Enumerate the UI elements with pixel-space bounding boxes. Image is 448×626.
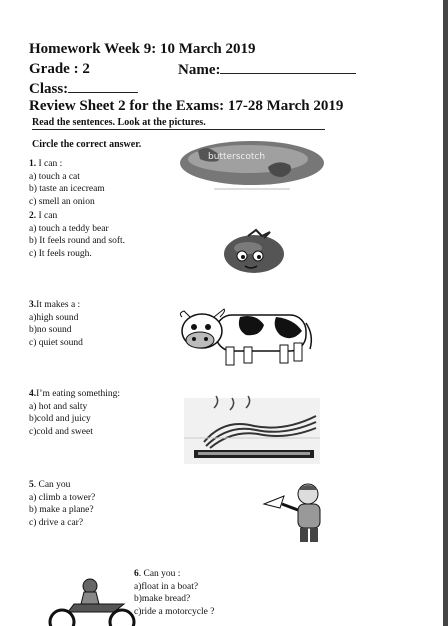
name-label: Name: <box>178 62 221 78</box>
question-number: 2. <box>29 211 37 221</box>
option-a[interactable]: a) touch a cat <box>29 171 80 182</box>
option-b[interactable]: b)make bread? <box>134 594 191 604</box>
question-number: 4. <box>29 389 37 399</box>
question-stem: I can <box>36 211 58 221</box>
question-5 <box>29 479 95 529</box>
question-number: 3. <box>29 300 37 310</box>
question-number: 5 <box>29 480 34 490</box>
class-blank-line[interactable] <box>68 80 138 93</box>
review-heading: Review Sheet 2 for the Exams: 17-28 March 2019 <box>29 98 344 114</box>
question-3 <box>29 299 83 349</box>
class-field[interactable] <box>29 80 138 98</box>
page-edge <box>443 0 448 626</box>
option-c[interactable]: c) quiet sound <box>29 337 83 348</box>
motorcycle-rider-picture <box>44 578 138 626</box>
option-c[interactable]: c) drive a car? <box>29 517 84 528</box>
question-2 <box>29 210 125 260</box>
option-c[interactable]: c)cold and sweet <box>29 426 93 437</box>
option-b[interactable]: b) taste an icecream <box>29 184 105 194</box>
question-stem: I’m eating something: <box>36 389 121 399</box>
question-4 <box>29 388 120 438</box>
name-blank-line[interactable] <box>220 61 356 74</box>
option-b[interactable]: b) It feels round and soft. <box>29 236 126 246</box>
question-number: 1. <box>29 159 37 169</box>
hot-noodles-picture <box>184 398 320 464</box>
grade-label: Grade : 2 <box>29 61 90 77</box>
option-a[interactable]: a)high sound <box>29 312 79 323</box>
option-b[interactable]: b)cold and juicy <box>29 414 91 424</box>
circle-instruction: Circle the correct answer. <box>32 139 142 150</box>
option-c[interactable]: c) It feels rough. <box>29 248 92 259</box>
option-b[interactable]: b) make a plane? <box>29 505 94 515</box>
option-c[interactable]: c) smell an onion <box>29 196 95 207</box>
cow-picture <box>176 305 316 373</box>
question-1 <box>29 158 105 208</box>
butterscotch-icecream-picture <box>178 137 328 195</box>
picture-caption: butterscotch <box>208 152 266 162</box>
option-a[interactable]: a) touch a teddy bear <box>29 223 109 234</box>
question-stem: . Can you : <box>138 569 181 579</box>
class-label: Class: <box>29 81 69 97</box>
option-a[interactable]: a) climb a tower? <box>29 492 96 503</box>
question-stem: It makes a : <box>36 300 81 310</box>
question-stem: . Can you <box>33 480 71 490</box>
worksheet-title: Homework Week 9: 10 March 2019 <box>29 41 256 57</box>
option-b[interactable]: b)no sound <box>29 325 72 335</box>
question-number: 6 <box>134 569 139 579</box>
option-a[interactable]: a)float in a boat? <box>134 581 199 592</box>
tomato-picture <box>218 228 298 276</box>
instruction-text: Read the sentences. Look at the pictures. <box>32 117 325 130</box>
option-a[interactable]: a) hot and salty <box>29 401 88 412</box>
boy-paper-plane-picture <box>262 478 328 546</box>
question-6 <box>134 568 214 618</box>
name-field[interactable] <box>178 61 356 79</box>
question-stem: I can : <box>36 159 63 169</box>
option-c[interactable]: c)ride a motorcycle ? <box>134 606 215 617</box>
